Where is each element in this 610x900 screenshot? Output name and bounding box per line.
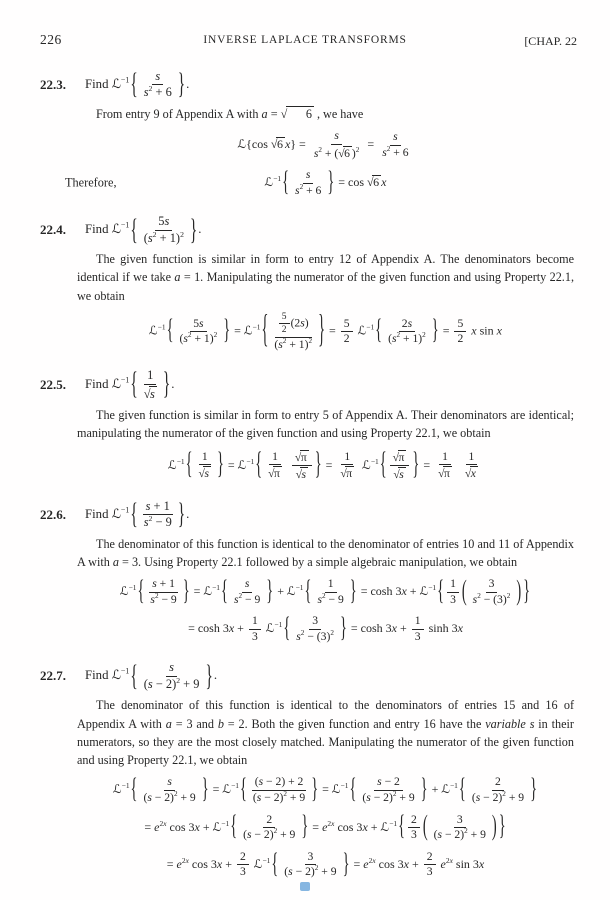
solution-paragraph: The denominator of this function is identical to the denominators of entries 15 and 16 of Appendix A with a = 3 and b = 2. Both the given function and entry 16 have the variable s in their numerators, so they are the most closely matched. Manipulating the numerator of the given function and using Property 22.1, we obtain [77, 698, 574, 768]
problem-statement: Find ℒ$^{-1}$ { $\frac{s + 1}{s^2 - 9}$ } . [85, 497, 190, 531]
page-header [0, 32, 610, 52]
problem-number: 22.3. [40, 76, 66, 92]
equation: ℒ{cos √6 x} = $\frac{s}{s^2 + (√6 )^2}$ = $\frac{s}{s^2 + 6}$ [237, 129, 409, 160]
problem [40, 661, 574, 878]
problem-statement: Find ℒ$^{-1}$ { $\frac{s}{s^2 + 6}$ } . [85, 68, 190, 102]
equation: ℒ$^{-1}$ { $\frac{5s}{(s^2 + 1)^2}$ } = ℒ$^{-1}$ { $\frac{5}{2}$ (2s) $(s^2 + 1)^2$ } = $\frac{5}{2}$ ℒ$^{-1}$ { $\frac{2s}{(s^2 + 1)^2}$ } = $\frac{5}{2}$ x sin x [149, 309, 502, 353]
chapter-ref: [CHAP. 22 [524, 34, 577, 48]
problem-heading [40, 497, 574, 531]
problem-statement: Find ℒ$^{-1}$ { $\frac{1}{√s}$ } . [85, 367, 175, 403]
problem-heading [40, 369, 574, 401]
equation-row [77, 578, 574, 606]
problems-list [0, 70, 610, 879]
problem-number: 22.5. [40, 377, 66, 393]
equation-label: Therefore, [65, 175, 117, 190]
running-title: INVERSE LAPLACE TRANSFORMS [203, 34, 407, 46]
equation-row [65, 167, 574, 199]
problem-solution [77, 406, 574, 482]
equation: = cosh 3x + $\frac{1}{3}$ ℒ$^{-1}$ { $\frac{3}{s^2 - (3)^2}$ } = cosh 3x + $\frac{1}{3}$ sinh 3x [188, 613, 463, 645]
problem-number: 22.4. [40, 222, 66, 238]
equation-row [77, 848, 574, 880]
problem-solution [65, 105, 574, 199]
equation: ℒ$^{-1}$ { $\frac{s}{(s - 2)^2 + 9}$ } = ℒ$^{-1}$ { $\frac{(s - 2) + 2}{(s - 2)^2 + 9}$ } = ℒ$^{-1}$ { $\frac{s - 2}{(s - 2)^2 + 9}$ } + ℒ$^{-1}$ { $\frac{2}{(s - 2)^2 + 9}$ } [112, 774, 538, 806]
problem [40, 215, 574, 351]
equation-row [77, 615, 574, 643]
equation-row [77, 309, 574, 353]
problem-statement: Find ℒ$^{-1}$ { $\frac{s}{(s - 2)^2 + 9}$ } . [85, 659, 218, 693]
equation: ℒ$^{-1}$ { $\frac{s}{s^2 + 6}$ } = cos √6 x [264, 167, 387, 199]
solution-paragraph: The given function is similar in form to entry 5 of Appendix A. Their denominators are identical; manipulating the numerator of the given function and using Property 22.1, we obtain [77, 408, 574, 441]
problem [40, 70, 574, 197]
equation-row [77, 811, 574, 843]
solution-paragraph: The given function is similar in form to entry 12 of Appendix A. The denominators become identical if we take a = 1. Manipulating the numerator of the given function and using Property 22.1, we obtain [77, 252, 574, 303]
problem-statement: Find ℒ$^{-1}$ { $\frac{5s}{(s^2 + 1)^2}$ } . [85, 213, 202, 247]
problem-solution [77, 696, 574, 879]
problem [40, 369, 574, 482]
problem-number: 22.7. [40, 668, 66, 684]
equation-row [77, 776, 574, 804]
equation: ℒ$^{-1}$ { $\frac{s + 1}{s^2 - 9}$ } = ℒ$^{-1}$ { $\frac{s}{s^2 - 9}$ } + ℒ$^{-1}$ { $\frac{1}{s^2 - 9}$ } = cosh 3x + ℒ$^{-1}$ { $\frac{1}{3}$ ( $\frac{3}{s^2 - (3)^2}$ ) } [119, 576, 531, 608]
solution-paragraph: From entry 9 of Appendix A with a = √ 6 , we have [96, 106, 364, 121]
problem [40, 497, 574, 645]
equation: = $e^{2x}$ cos 3x + ℒ$^{-1}$ { $\frac{2}{(s - 2)^2 + 9}$ } = $e^{2x}$ cos 3x + ℒ$^{-1}$ { $\frac{2}{3}$ ( $\frac{3}{(s - 2)^2 + 9}$ ) } [144, 811, 506, 843]
problem-number: 22.6. [40, 506, 66, 522]
problem-solution [77, 535, 574, 644]
equation-row [77, 130, 574, 160]
problem-heading [40, 661, 574, 691]
problem-heading [40, 70, 574, 100]
page-marker-icon [300, 882, 310, 891]
equation: ℒ$^{-1}$ { $\frac{1}{√s}$ } = ℒ$^{-1}$ { $\frac{1}{√\pi}$ $\frac{√\pi}{√s}$ } = $\frac{1}{√\pi}$ ℒ$^{-1}$ { $\frac{√\pi}{√s}$ } = $\frac{1}{√\pi}$ $\frac{1}{√x}$ [168, 447, 476, 484]
equation-row [77, 447, 574, 484]
equation: = $e^{2x}$ cos 3x + $\frac{2}{3}$ ℒ$^{-1}$ { $\frac{3}{(s - 2)^2 + 9}$ } = $e^{2x}$ cos 3x + $\frac{2}{3}$ $e^{2x}$ sin 3x [166, 848, 485, 880]
solution-paragraph: The denominator of this function is identical to the denominator of entries 10 and 11 of Appendix A with a = 3. Using Property 22.1 followed by a simple algebraic manipulation, we obtain [77, 536, 574, 569]
page-number: 226 [40, 32, 62, 47]
problem-heading [40, 215, 574, 245]
problem-solution [77, 250, 574, 351]
